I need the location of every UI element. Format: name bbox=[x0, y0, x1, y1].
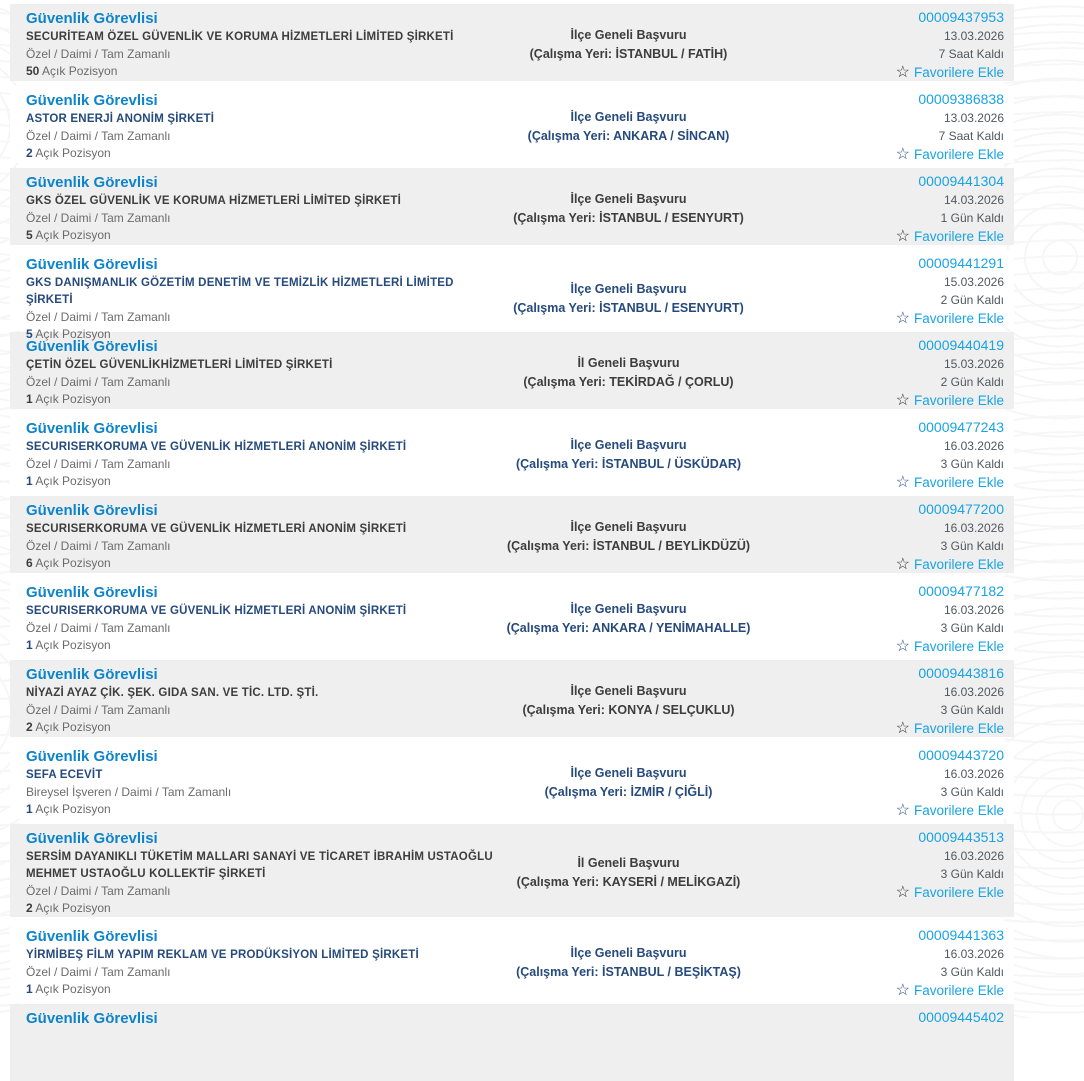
job-id: 00009477243 bbox=[918, 419, 1004, 435]
job-date: 14.03.2026 bbox=[943, 193, 1004, 207]
job-id: 00009386838 bbox=[918, 91, 1004, 107]
star-icon: ☆ bbox=[895, 555, 910, 573]
job-meta bbox=[761, 90, 1004, 164]
open-positions-label: Açık Pozisyon bbox=[35, 228, 111, 242]
workplace: (Çalışma Yeri: ANKARA / SİNCAN) bbox=[527, 129, 730, 143]
job-id: 00009440419 bbox=[918, 337, 1004, 353]
job-meta bbox=[761, 172, 1004, 246]
company-name: GKS ÖZEL GÜVENLİK VE KORUMA HİZMETLERİ LİMİTED ŞİRKETİ bbox=[26, 195, 401, 207]
open-positions bbox=[26, 900, 496, 917]
workplace: (Çalışma Yeri: İSTANBUL / ESENYURT) bbox=[513, 211, 744, 225]
job-id: 00009441291 bbox=[918, 255, 1004, 271]
employment-type: Özel / Daimi / Tam Zamanlı bbox=[26, 211, 171, 225]
job-row bbox=[10, 922, 1014, 999]
open-positions bbox=[26, 63, 496, 80]
add-to-favorites-link[interactable] bbox=[896, 801, 1004, 820]
open-positions-label: Açık Pozisyon bbox=[35, 901, 111, 915]
open-positions-count: 1 bbox=[26, 638, 33, 652]
workplace: (Çalışma Yeri: İSTANBUL / ESENYURT) bbox=[513, 300, 744, 315]
open-positions-label: Açık Pozisyon bbox=[35, 327, 111, 341]
open-positions bbox=[26, 391, 496, 408]
job-row bbox=[10, 168, 1014, 245]
favorites-label: Favorilere Ekle bbox=[913, 885, 1004, 900]
job-title-link[interactable]: Güvenlik Görevlisi bbox=[26, 174, 158, 191]
job-summary bbox=[26, 828, 496, 917]
company-name: SEFA ECEVİT bbox=[26, 769, 103, 781]
star-icon: ☆ bbox=[895, 637, 910, 655]
favorites-label: Favorilere Ekle bbox=[913, 65, 1004, 80]
job-title-link[interactable]: Güvenlik Görevlisi bbox=[26, 666, 158, 683]
company-name: SECURISERKORUMA VE GÜVENLİK HİZMETLERİ ANONİM ŞİRKETİ bbox=[26, 441, 407, 453]
employment-type: Özel / Daimi / Tam Zamanlı bbox=[26, 884, 171, 898]
star-icon: ☆ bbox=[895, 473, 910, 491]
job-summary bbox=[26, 172, 496, 246]
add-to-favorites-link[interactable] bbox=[896, 473, 1004, 492]
application-scope: İlçe Geneli Başvuru bbox=[570, 946, 687, 960]
job-id: 00009445402 bbox=[918, 1009, 1004, 1025]
job-title-link[interactable]: Güvenlik Görevlisi bbox=[26, 748, 158, 765]
job-meta bbox=[761, 746, 1004, 820]
star-icon: ☆ bbox=[895, 719, 910, 737]
open-positions-count: 1 bbox=[26, 474, 33, 488]
job-meta bbox=[761, 336, 1004, 410]
job-meta bbox=[761, 254, 1004, 343]
job-date: 16.03.2026 bbox=[943, 767, 1004, 781]
star-icon: ☆ bbox=[895, 227, 910, 245]
star-icon: ☆ bbox=[895, 63, 910, 81]
add-to-favorites-link[interactable] bbox=[896, 981, 1004, 1000]
workplace: (Çalışma Yeri: İZMİR / ÇİĞLİ) bbox=[544, 785, 713, 799]
time-left: 3 Gün Kaldı bbox=[940, 621, 1004, 635]
add-to-favorites-link[interactable] bbox=[896, 555, 1004, 574]
job-id: 00009441304 bbox=[918, 173, 1004, 189]
job-title-link[interactable]: Güvenlik Görevlisi bbox=[26, 338, 158, 355]
star-icon: ☆ bbox=[895, 801, 910, 819]
add-to-favorites-link[interactable] bbox=[896, 309, 1004, 328]
employment-type: Özel / Daimi / Tam Zamanlı bbox=[26, 47, 171, 61]
favorites-label: Favorilere Ekle bbox=[913, 475, 1004, 490]
application-info bbox=[496, 436, 761, 474]
workplace: (Çalışma Yeri: KAYSERİ / MELİKGAZİ) bbox=[516, 874, 741, 889]
job-title-link[interactable]: Güvenlik Görevlisi bbox=[26, 92, 158, 109]
application-info bbox=[496, 26, 761, 64]
job-meta bbox=[761, 828, 1004, 917]
job-summary bbox=[26, 746, 496, 820]
add-to-favorites-link[interactable] bbox=[896, 145, 1004, 164]
employment-type: Bireysel İşveren / Daimi / Tam Zamanlı bbox=[26, 785, 232, 799]
time-left: 7 Saat Kaldı bbox=[938, 47, 1004, 61]
job-meta bbox=[761, 1008, 1004, 1078]
job-summary bbox=[26, 418, 496, 492]
star-icon: ☆ bbox=[895, 981, 910, 999]
favorites-label: Favorilere Ekle bbox=[913, 983, 1004, 998]
job-summary bbox=[26, 254, 496, 343]
job-date: 16.03.2026 bbox=[943, 947, 1004, 961]
company-name: SECURISERKORUMA VE GÜVENLİK HİZMETLERİ ANONİM ŞİRKETİ bbox=[26, 605, 407, 617]
job-row bbox=[10, 578, 1014, 655]
application-scope: İlçe Geneli Başvuru bbox=[570, 28, 687, 42]
job-summary bbox=[26, 90, 496, 164]
workplace: (Çalışma Yeri: TEKİRDAĞ / ÇORLU) bbox=[523, 375, 734, 389]
job-date: 15.03.2026 bbox=[943, 275, 1004, 289]
company-name: NİYAZİ AYAZ ÇİK. ŞEK. GIDA SAN. VE TİC. LTD. ŞTİ. bbox=[26, 687, 319, 699]
job-meta bbox=[761, 418, 1004, 492]
employment-type: Özel / Daimi / Tam Zamanlı bbox=[26, 539, 171, 553]
application-info bbox=[496, 190, 761, 228]
company-name: YİRMİBEŞ FİLM YAPIM REKLAM VE PRODÜKSİYON LİMİTED ŞİRKETİ bbox=[26, 949, 419, 961]
application-info bbox=[496, 108, 761, 146]
time-left: 3 Gün Kaldı bbox=[940, 539, 1004, 553]
job-row bbox=[10, 332, 1014, 409]
job-date: 16.03.2026 bbox=[943, 521, 1004, 535]
application-scope: İl Geneli Başvuru bbox=[577, 356, 680, 370]
company-name: ÇETİN ÖZEL GÜVENLİKHİZMETLERİ LİMİTED ŞİRKETİ bbox=[26, 359, 333, 371]
add-to-favorites-link[interactable] bbox=[896, 637, 1004, 656]
favorites-label: Favorilere Ekle bbox=[913, 147, 1004, 162]
company-name: SERSİM DAYANIKLI TÜKETİM MALLARI SANAYİ VE TİCARET İBRAHİM USTAOĞLU MEHMET USTAOĞLU KOLLEKTİF ŞİRKETİ bbox=[26, 851, 493, 880]
open-positions-count: 2 bbox=[26, 720, 33, 734]
company-name: SECURİTEAM ÖZEL GÜVENLİK VE KORUMA HİZMETLERİ LİMİTED ŞİRKETİ bbox=[26, 31, 454, 43]
add-to-favorites-link[interactable] bbox=[896, 63, 1004, 82]
favorites-label: Favorilere Ekle bbox=[913, 639, 1004, 654]
application-scope: İl Geneli Başvuru bbox=[577, 855, 680, 870]
add-to-favorites-link[interactable] bbox=[896, 719, 1004, 738]
application-info bbox=[496, 354, 761, 392]
job-title-link[interactable]: Güvenlik Görevlisi bbox=[26, 420, 158, 437]
job-row bbox=[10, 414, 1014, 491]
star-icon: ☆ bbox=[895, 883, 910, 901]
open-positions-count: 5 bbox=[26, 327, 33, 341]
application-info bbox=[496, 944, 761, 982]
open-positions bbox=[26, 981, 496, 998]
time-left: 3 Gün Kaldı bbox=[940, 457, 1004, 471]
workplace: (Çalışma Yeri: KONYA / SELÇUKLU) bbox=[522, 703, 735, 717]
workplace: (Çalışma Yeri: İSTANBUL / FATİH) bbox=[529, 47, 728, 61]
open-positions-count: 2 bbox=[26, 901, 33, 915]
job-id: 00009443816 bbox=[918, 665, 1004, 681]
job-summary bbox=[26, 336, 496, 410]
workplace: (Çalışma Yeri: ANKARA / YENİMAHALLE) bbox=[506, 621, 751, 635]
workplace: (Çalışma Yeri: İSTANBUL / BEYLİKDÜZÜ) bbox=[506, 539, 751, 553]
favorites-label: Favorilere Ekle bbox=[913, 557, 1004, 572]
job-title-link[interactable]: Güvenlik Görevlisi bbox=[26, 928, 158, 945]
add-to-favorites-link[interactable] bbox=[896, 883, 1004, 902]
company-name: ASTOR ENERJİ ANONİM ŞİRKETİ bbox=[26, 113, 215, 125]
time-left: 2 Gün Kaldı bbox=[940, 375, 1004, 389]
job-row bbox=[10, 1004, 1014, 1081]
favorites-label: Favorilere Ekle bbox=[913, 803, 1004, 818]
job-id: 00009443720 bbox=[918, 747, 1004, 763]
job-row bbox=[10, 86, 1014, 163]
open-positions bbox=[26, 227, 496, 244]
open-positions bbox=[26, 473, 496, 490]
open-positions-count: 5 bbox=[26, 228, 33, 242]
job-id: 00009477182 bbox=[918, 583, 1004, 599]
job-row bbox=[10, 660, 1014, 737]
star-icon: ☆ bbox=[895, 145, 910, 163]
job-id: 00009477200 bbox=[918, 501, 1004, 517]
application-info bbox=[496, 682, 761, 720]
favorites-label: Favorilere Ekle bbox=[913, 311, 1004, 326]
job-title-link[interactable]: Güvenlik Görevlisi bbox=[26, 256, 158, 273]
job-summary bbox=[26, 8, 496, 82]
job-date: 16.03.2026 bbox=[943, 439, 1004, 453]
open-positions-count: 50 bbox=[26, 64, 40, 78]
application-scope: İlçe Geneli Başvuru bbox=[570, 110, 687, 124]
job-date: 15.03.2026 bbox=[943, 357, 1004, 371]
open-positions-count: 2 bbox=[26, 146, 33, 160]
star-icon: ☆ bbox=[895, 391, 910, 409]
star-icon: ☆ bbox=[895, 309, 910, 327]
employment-type: Özel / Daimi / Tam Zamanlı bbox=[26, 310, 171, 324]
time-left: 7 Saat Kaldı bbox=[938, 129, 1004, 143]
company-name: SECURISERKORUMA VE GÜVENLİK HİZMETLERİ ANONİM ŞİRKETİ bbox=[26, 523, 407, 535]
employment-type: Özel / Daimi / Tam Zamanlı bbox=[26, 375, 171, 389]
time-left: 2 Gün Kaldı bbox=[940, 293, 1004, 307]
company-name: GKS DANIŞMANLIK GÖZETİM DENETİM VE TEMİZLİK HİZMETLERİ LİMİTED ŞİRKETİ bbox=[26, 277, 454, 306]
time-left: 3 Gün Kaldı bbox=[940, 785, 1004, 799]
application-info bbox=[496, 600, 761, 638]
employment-type: Özel / Daimi / Tam Zamanlı bbox=[26, 703, 171, 717]
application-scope: İlçe Geneli Başvuru bbox=[570, 520, 687, 534]
job-title-link[interactable]: Güvenlik Görevlisi bbox=[26, 1010, 158, 1027]
application-info bbox=[496, 518, 761, 556]
open-positions-label: Açık Pozisyon bbox=[35, 720, 111, 734]
open-positions-count: 6 bbox=[26, 556, 33, 570]
open-positions bbox=[26, 801, 496, 818]
open-positions-label: Açık Pozisyon bbox=[35, 392, 111, 406]
open-positions-count: 1 bbox=[26, 392, 33, 406]
workplace: (Çalışma Yeri: İSTANBUL / BEŞİKTAŞ) bbox=[516, 965, 741, 979]
job-date: 13.03.2026 bbox=[943, 111, 1004, 125]
employment-type: Özel / Daimi / Tam Zamanlı bbox=[26, 457, 171, 471]
open-positions-label: Açık Pozisyon bbox=[35, 556, 111, 570]
job-summary bbox=[26, 926, 496, 1000]
application-scope: İlçe Geneli Başvuru bbox=[570, 281, 687, 296]
application-info bbox=[496, 764, 761, 802]
job-meta bbox=[761, 582, 1004, 656]
time-left: 3 Gün Kaldı bbox=[940, 703, 1004, 717]
open-positions-label: Açık Pozisyon bbox=[35, 474, 111, 488]
open-positions-label: Açık Pozisyon bbox=[35, 802, 111, 816]
job-meta bbox=[761, 500, 1004, 574]
job-title-link[interactable]: Güvenlik Görevlisi bbox=[26, 584, 158, 601]
open-positions bbox=[26, 145, 496, 162]
time-left: 1 Gün Kaldı bbox=[940, 211, 1004, 225]
add-to-favorites-link[interactable] bbox=[896, 391, 1004, 410]
job-row bbox=[10, 496, 1014, 573]
job-id: 00009443513 bbox=[918, 829, 1004, 845]
open-positions-label: Açık Pozisyon bbox=[35, 982, 111, 996]
job-date: 13.03.2026 bbox=[943, 29, 1004, 43]
job-meta bbox=[761, 8, 1004, 82]
job-summary bbox=[26, 500, 496, 574]
favorites-label: Favorilere Ekle bbox=[913, 393, 1004, 408]
job-summary bbox=[26, 582, 496, 656]
job-date: 16.03.2026 bbox=[943, 849, 1004, 863]
application-scope: İlçe Geneli Başvuru bbox=[570, 684, 687, 698]
workplace: (Çalışma Yeri: İSTANBUL / ÜSKÜDAR) bbox=[515, 457, 742, 471]
open-positions-count: 1 bbox=[26, 802, 33, 816]
job-title-link[interactable]: Güvenlik Görevlisi bbox=[26, 502, 158, 519]
favorites-label: Favorilere Ekle bbox=[913, 229, 1004, 244]
job-summary bbox=[26, 1008, 496, 1078]
application-scope: İlçe Geneli Başvuru bbox=[570, 438, 687, 452]
job-meta bbox=[761, 926, 1004, 1000]
job-id: 00009441363 bbox=[918, 927, 1004, 943]
application-info bbox=[496, 280, 761, 318]
add-to-favorites-link[interactable] bbox=[896, 227, 1004, 246]
job-id: 00009437953 bbox=[918, 9, 1004, 25]
job-list bbox=[10, 4, 1014, 1081]
job-title-link[interactable]: Güvenlik Görevlisi bbox=[26, 10, 158, 27]
employment-type: Özel / Daimi / Tam Zamanlı bbox=[26, 965, 171, 979]
application-scope: İlçe Geneli Başvuru bbox=[570, 602, 687, 616]
employment-type: Özel / Daimi / Tam Zamanlı bbox=[26, 129, 171, 143]
employment-type: Özel / Daimi / Tam Zamanlı bbox=[26, 621, 171, 635]
application-scope: İlçe Geneli Başvuru bbox=[570, 192, 687, 206]
job-row bbox=[10, 250, 1014, 341]
open-positions-count: 1 bbox=[26, 982, 33, 996]
open-positions-label: Açık Pozisyon bbox=[42, 64, 118, 78]
job-date: 16.03.2026 bbox=[943, 603, 1004, 617]
background-pattern-right bbox=[1004, 4, 1084, 1018]
open-positions bbox=[26, 719, 496, 736]
job-meta bbox=[761, 664, 1004, 738]
application-scope: İlçe Geneli Başvuru bbox=[570, 766, 687, 780]
application-info bbox=[496, 854, 761, 892]
job-row bbox=[10, 824, 1014, 917]
job-date: 16.03.2026 bbox=[943, 685, 1004, 699]
open-positions bbox=[26, 555, 496, 572]
open-positions-label: Açık Pozisyon bbox=[35, 146, 111, 160]
time-left: 3 Gün Kaldı bbox=[940, 965, 1004, 979]
open-positions bbox=[26, 637, 496, 654]
job-summary bbox=[26, 664, 496, 738]
job-row bbox=[10, 742, 1014, 819]
job-row bbox=[10, 4, 1014, 81]
time-left: 3 Gün Kaldı bbox=[940, 867, 1004, 881]
job-title-link[interactable]: Güvenlik Görevlisi bbox=[26, 830, 158, 847]
open-positions-label: Açık Pozisyon bbox=[35, 638, 111, 652]
favorites-label: Favorilere Ekle bbox=[913, 721, 1004, 736]
